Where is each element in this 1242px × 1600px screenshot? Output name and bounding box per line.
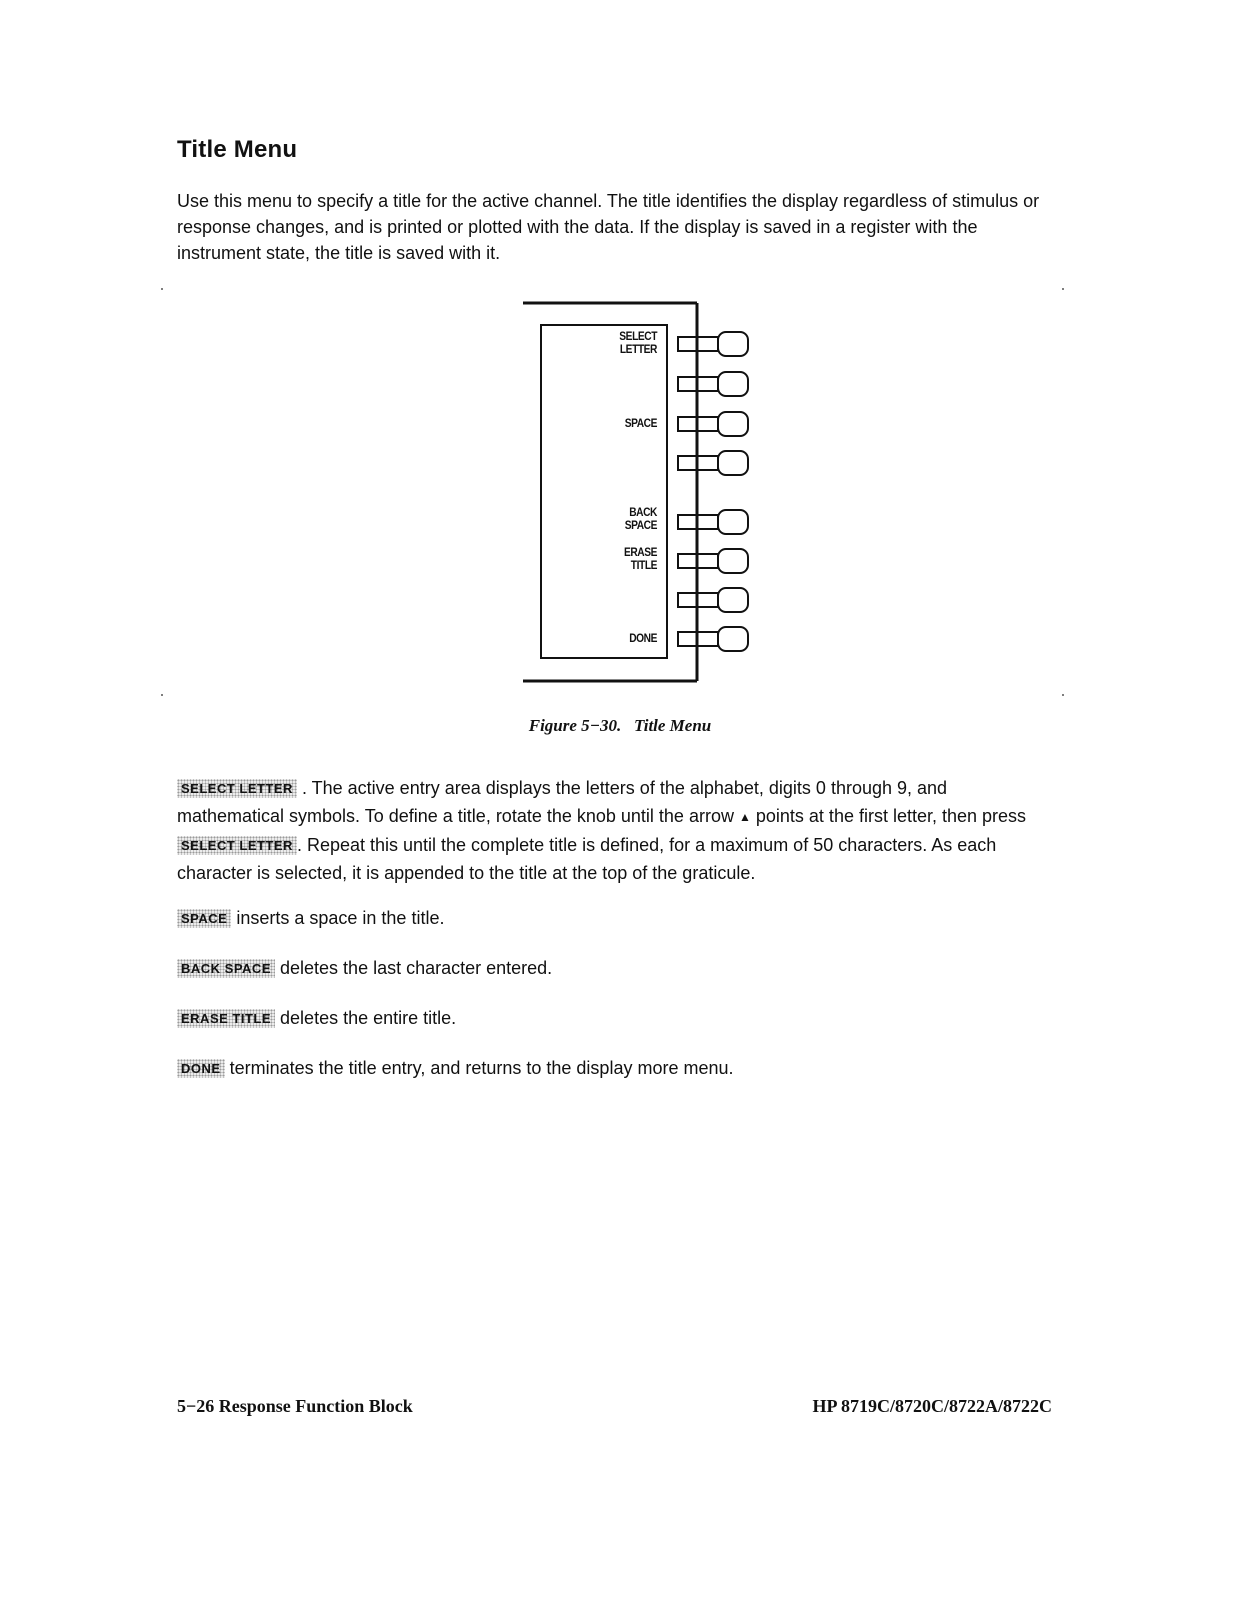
figure-caption-title: Title Menu: [633, 716, 712, 735]
softkey-button-5: [718, 510, 748, 534]
select-letter-text-2: points at the first letter, then press: [755, 806, 1027, 826]
back-space-description: [177, 954, 1057, 982]
back-space-key: BACK SPACE: [177, 959, 275, 978]
space-description: [177, 904, 1057, 932]
back-space-text: deletes the last character entered.: [280, 958, 553, 978]
softkey-button-4: [718, 451, 748, 475]
scan-speck: [161, 288, 163, 290]
footer-model-numbers: HP 8719C/8720C/8722A/8722C: [812, 1396, 1052, 1416]
intro-paragraph: Use this menu to specify a title for the active channel. The title identifies the display regardless of stimulus or response changes, and is printed or plotted with the data. If the display is saved in a register with the instrument state, the title is saved with it.: [177, 191, 1040, 263]
softkey-button-3: [718, 412, 748, 436]
softkey-menu-figure: [520, 300, 760, 690]
scan-speck: [1062, 288, 1064, 290]
done-text: terminates the title entry, and returns to the display more menu.: [229, 1058, 734, 1078]
softkey-button-8: [718, 627, 748, 651]
softkey-button-7: [718, 588, 748, 612]
softkey-label-done: DONE: [629, 631, 657, 645]
arrow-up-icon: ▲: [738, 810, 751, 824]
erase-title-text: deletes the entire title.: [280, 1008, 457, 1028]
softkey-label-select-letter: SELECT LETTER: [619, 329, 657, 356]
done-description: [177, 1054, 1057, 1082]
softkey-label-space: SPACE: [624, 416, 657, 430]
select-letter-key-2: SELECT LETTER: [177, 836, 297, 855]
softkey-label-erase-title: ERASE TITLE: [623, 545, 657, 572]
erase-title-key: ERASE TITLE: [177, 1009, 275, 1028]
select-letter-text-1: . The active entry area displays the letters of the alphabet, digits 0 through 9, and mathematical symbols. To define a title, rotate the knob until the arrow: [177, 778, 948, 826]
erase-title-description: [177, 1004, 1057, 1032]
select-letter-text-3: . Repeat this until the complete title is defined, for a maximum of 50 characters. As each character is selected, it is appended to the title at the top of the graticule.: [177, 835, 997, 883]
section-title: Title Menu: [177, 136, 298, 163]
softkey-button-1: [718, 332, 748, 356]
figure-caption-number: Figure 5−30.: [528, 716, 622, 735]
done-key: DONE: [177, 1059, 225, 1078]
scan-speck: [161, 694, 163, 696]
softkey-button-6: [718, 549, 748, 573]
select-letter-description: [177, 774, 1057, 887]
select-letter-key: SELECT LETTER: [177, 779, 297, 798]
space-key: SPACE: [177, 909, 231, 928]
scan-speck: [1062, 694, 1064, 696]
display-screen-outline: [541, 325, 667, 658]
figure-caption: [430, 716, 810, 736]
softkey-label-back-space: BACK SPACE: [624, 505, 657, 532]
space-text: inserts a space in the title.: [236, 908, 445, 928]
footer-section-label: 5−26 Response Function Block: [177, 1396, 413, 1416]
softkey-button-2: [718, 372, 748, 396]
